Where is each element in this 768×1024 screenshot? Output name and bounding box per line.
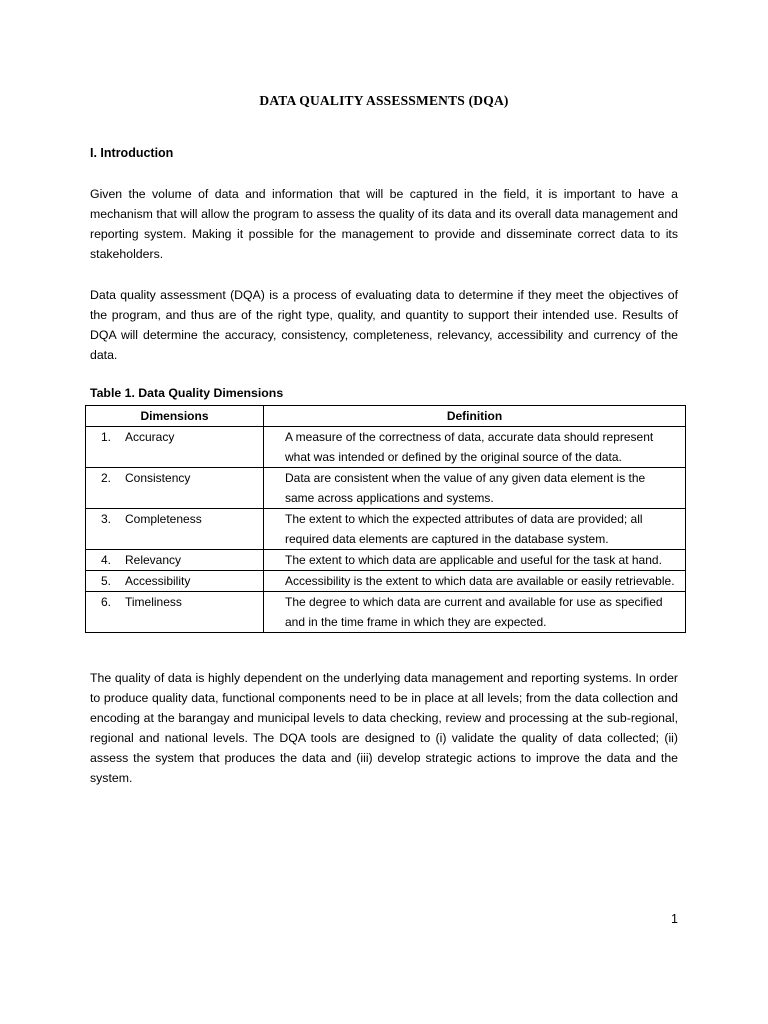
definition-cell: Data are consistent when the value of any given data element is the same across applications and systems. <box>264 468 686 509</box>
systems-paragraph: The quality of data is highly dependent on the underlying data management and reporting systems. In order to produce quality data, functional components need to be in place at all levels; from the data collection and encoding at the barangay and municipal levels to data checking, review and processing at the sub-regional, regional and national levels. The DQA tools are designed to (i) validate the quality of data collected; (ii) assess the system that produces the data and (iii) develop strategic actions to improve the data and the system. <box>90 671 678 785</box>
dimension-cell <box>86 550 264 571</box>
table-row <box>86 571 686 592</box>
page-number: 1 <box>671 912 678 926</box>
header-definition: Definition <box>264 406 686 427</box>
table-caption: Table 1. Data Quality Dimensions <box>90 386 284 400</box>
intro-paragraph-2: Data quality assessment (DQA) is a process of evaluating data to determine if they meet the objectives of the program, and thus are of the right type, quality, and quantity to support their intended use. Results of DQA will determine the accuracy, consistency, completeness, relevancy, accessibility and currency of the data. <box>90 288 678 362</box>
dimension-cell <box>86 592 264 633</box>
definition-cell: The degree to which data are current and available for use as specified and in the time frame in which they are expected. <box>264 592 686 633</box>
row-number: 3. <box>101 512 112 526</box>
dimension-name: Relevancy <box>125 553 182 567</box>
row-number: 6. <box>101 595 112 609</box>
row-number: 2. <box>101 471 112 485</box>
page-title: DATA QUALITY ASSESSMENTS (DQA) <box>259 93 509 108</box>
definition-cell: A measure of the correctness of data, accurate data should represent what was intended or defined by the original source of the data. <box>264 427 686 468</box>
definition-cell: The extent to which the expected attributes of data are provided; all required data elements are captured in the database system. <box>264 509 686 550</box>
dimension-name: Accuracy <box>125 430 175 444</box>
dimension-name: Completeness <box>125 512 202 526</box>
definition-cell: Accessibility is the extent to which data are available or easily retrievable. <box>264 571 686 592</box>
section-heading: I. Introduction <box>90 146 174 160</box>
definition-cell: The extent to which data are applicable and useful for the task at hand. <box>264 550 686 571</box>
dimensions-table <box>85 405 686 633</box>
dimension-cell <box>86 571 264 592</box>
intro-paragraph-1: Given the volume of data and information that will be captured in the field, it is important to have a mechanism that will allow the program to assess the quality of its data and its overall data management and reporting system. Making it possible for the management to provide and disseminate correct data to its stakeholders. <box>90 187 678 261</box>
dimension-name: Accessibility <box>125 574 191 588</box>
table-row <box>86 592 686 633</box>
row-number: 4. <box>101 553 112 567</box>
dimension-name: Timeliness <box>125 595 182 609</box>
row-number: 5. <box>101 574 112 588</box>
dimension-cell <box>86 509 264 550</box>
row-number: 1. <box>101 430 112 444</box>
dimension-cell <box>86 468 264 509</box>
table-row <box>86 468 686 509</box>
table-row <box>86 427 686 468</box>
table-row <box>86 509 686 550</box>
dimension-cell <box>86 427 264 468</box>
dimension-name: Consistency <box>125 471 191 485</box>
table-header-row <box>86 406 686 427</box>
table-row <box>86 550 686 571</box>
header-dimensions: Dimensions <box>86 406 264 427</box>
